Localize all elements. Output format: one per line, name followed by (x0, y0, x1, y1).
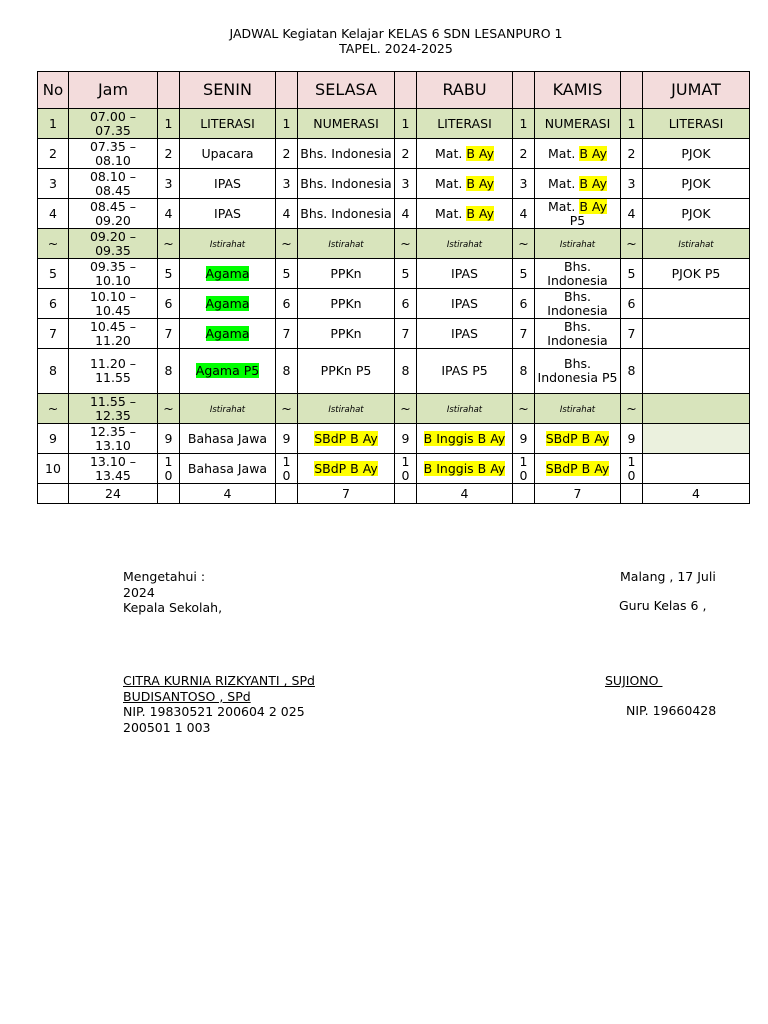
time-slot (69, 349, 158, 394)
period-number: 8 (621, 349, 643, 394)
subject-cell (535, 199, 621, 229)
period-number: ~ (621, 394, 643, 424)
subject-name: LITERASI (437, 115, 492, 131)
time-slot-line: 12.35 (95, 407, 131, 423)
subject-cell (535, 424, 621, 454)
document-title (0, 26, 768, 56)
table-row (38, 229, 750, 259)
time-slot-line: 08.45 (95, 182, 131, 198)
period-number: 7 (395, 319, 417, 349)
table-row (38, 259, 750, 289)
header-no: No (38, 72, 69, 109)
year-label: 2024 (123, 584, 155, 600)
period-number: 1 (513, 109, 535, 139)
period-number: ~ (158, 394, 180, 424)
time-slot (69, 229, 158, 259)
teacher-nip: NIP. 19660428 (626, 703, 717, 718)
period-number: 1 (158, 109, 180, 139)
subject-cell (643, 454, 750, 484)
period-number: 5 (621, 259, 643, 289)
time-slot-line: 08.10 – (89, 168, 136, 184)
subject-cell (643, 319, 750, 349)
period-number: 1 0 (158, 454, 180, 484)
subject-name: Bhs. Indonesia P5 (537, 356, 618, 385)
teacher-name-block (605, 673, 662, 689)
highlighted-subject: SBdP B Ay (314, 460, 378, 476)
time-slot-line: 08.45 – (89, 198, 136, 214)
period-number: 3 (395, 169, 417, 199)
subject-name: IPAS (451, 265, 478, 281)
period-number: 2 (276, 139, 298, 169)
left-signature-block (123, 569, 222, 616)
subject-name: PPKn (330, 295, 362, 311)
highlighted-subject: Agama P5 (195, 363, 260, 378)
period-number: 4 (276, 199, 298, 229)
highlighted-subject: SBdP B Ay (545, 430, 610, 446)
header-day: SENIN (180, 72, 276, 109)
subject-cell (535, 109, 621, 139)
break-label: Istirahat (678, 239, 714, 250)
period-number: 9 (621, 424, 643, 454)
teacher-title-block (619, 598, 706, 614)
subject-cell (180, 169, 276, 199)
subject-cell (643, 139, 750, 169)
right-date-block (620, 569, 716, 585)
subject-cell (180, 289, 276, 319)
subject-cell (643, 199, 750, 229)
subject-cell (535, 349, 621, 394)
row-number: 8 (38, 349, 69, 394)
highlighted-subject: B Ay (466, 205, 494, 221)
subject-name: Mat. (548, 145, 580, 161)
subject-cell (180, 319, 276, 349)
period-number: 8 (513, 349, 535, 394)
header-day: KAMIS (535, 72, 621, 109)
header-day: RABU (417, 72, 513, 109)
subject-cell (298, 424, 395, 454)
time-slot (69, 109, 158, 139)
period-number: 9 (395, 424, 417, 454)
time-slot-line: 11.55 – (89, 393, 136, 409)
header-spacer (276, 72, 298, 109)
period-number: 4 (395, 199, 417, 229)
subject-cell (298, 319, 395, 349)
teacher-title: Guru Kelas 6 , (619, 598, 707, 613)
principal-nip-line-1: NIP. 19830521 200604 2 025 (123, 704, 305, 719)
period-number: ~ (621, 229, 643, 259)
subject-name: Bhs. Indonesia (547, 258, 608, 288)
subject-cell (180, 199, 276, 229)
total-value: 7 (535, 484, 621, 504)
period-number: ~ (395, 229, 417, 259)
time-slot-line: 10.10 – (89, 288, 136, 304)
time-slot-line: 13.45 (95, 467, 131, 483)
total-value: 4 (180, 484, 276, 504)
subject-cell (298, 139, 395, 169)
table-row (38, 319, 750, 349)
subject-name: IPAS P5 (441, 363, 488, 378)
subject-cell (180, 349, 276, 394)
acknowledged-label: Mengetahui : (123, 569, 206, 584)
subject-name: Mat. (435, 205, 467, 221)
time-slot-line: 13.10 (95, 437, 131, 453)
title-line-1: JADWAL Kegiatan Kelajar KELAS 6 SDN LESANPURO 1 (229, 26, 563, 41)
highlighted-subject: Agama (205, 325, 250, 341)
total-value: 24 (69, 484, 158, 504)
subject-cell (180, 109, 276, 139)
totals-row (38, 484, 750, 504)
subject-cell (298, 229, 395, 259)
subject-cell (180, 259, 276, 289)
period-number: 7 (621, 319, 643, 349)
principal-name-line-2: BUDISANTOSO , SPd (123, 688, 251, 704)
subject-name: IPAS (214, 205, 241, 221)
subject-name: PPKn (330, 325, 362, 341)
row-number: 6 (38, 289, 69, 319)
place-date: Malang , 17 Juli (620, 569, 716, 584)
table-row (38, 394, 750, 424)
total-value: 4 (417, 484, 513, 504)
subject-name: Bahasa Jawa (187, 460, 268, 476)
subject-cell (180, 394, 276, 424)
header-spacer (513, 72, 535, 109)
period-number: 8 (395, 349, 417, 394)
subject-name: NUMERASI (313, 115, 379, 131)
period-number: ~ (276, 229, 298, 259)
time-slot (69, 169, 158, 199)
period-number: 9 (513, 424, 535, 454)
period-number: 7 (276, 319, 298, 349)
period-number: ~ (158, 229, 180, 259)
subject-suffix: P5 (569, 212, 586, 228)
time-slot (69, 259, 158, 289)
subject-cell (643, 229, 750, 259)
subject-name: Bhs. Indonesia (300, 145, 392, 161)
subject-name: NUMERASI (544, 115, 611, 131)
time-slot-line: 11.20 (95, 332, 131, 348)
time-slot-line: 10.10 (95, 272, 131, 288)
period-number: 9 (276, 424, 298, 454)
subject-cell (643, 394, 750, 424)
period-number: 9 (158, 424, 180, 454)
totals-spacer (38, 484, 69, 504)
table-row (38, 169, 750, 199)
time-slot-line: 10.45 (95, 302, 131, 318)
subject-name: PJOK (681, 175, 711, 191)
period-number: 6 (395, 289, 417, 319)
table-row (38, 139, 750, 169)
subject-cell (417, 199, 513, 229)
subject-name: Bhs. Indonesia (547, 288, 608, 318)
period-number: 2 (513, 139, 535, 169)
period-number: ~ (513, 229, 535, 259)
time-slot-line: 09.35 (95, 242, 131, 258)
subject-name: IPAS (451, 295, 478, 311)
subject-cell (643, 424, 750, 454)
period-number: 1 (276, 109, 298, 139)
header-jam: Jam (69, 72, 158, 109)
principal-name-block (123, 673, 315, 735)
period-number: 1 (621, 109, 643, 139)
row-number: ~ (38, 394, 69, 424)
time-slot-line: 08.10 (95, 152, 131, 168)
table-row (38, 424, 750, 454)
subject-name: PPKn P5 (320, 363, 372, 378)
time-slot-line: 07.35 – (89, 138, 136, 154)
time-slot (69, 139, 158, 169)
subject-cell (417, 139, 513, 169)
subject-cell (535, 229, 621, 259)
period-number: 8 (158, 349, 180, 394)
period-number: 1 (395, 109, 417, 139)
header-day: SELASA (298, 72, 395, 109)
subject-name: IPAS (214, 175, 241, 191)
subject-cell (535, 139, 621, 169)
period-number: 1 0 (395, 454, 417, 484)
time-slot (69, 289, 158, 319)
row-number: 1 (38, 109, 69, 139)
row-number: ~ (38, 229, 69, 259)
table-row (38, 109, 750, 139)
period-number: 7 (513, 319, 535, 349)
period-number: 5 (158, 259, 180, 289)
time-slot-line: 11.55 (95, 370, 131, 385)
time-slot (69, 454, 158, 484)
highlighted-subject: Agama (205, 265, 250, 281)
subject-name: Bhs. Indonesia (300, 205, 392, 221)
period-number: 3 (513, 169, 535, 199)
subject-cell (298, 289, 395, 319)
time-slot-line: 07.35 (95, 122, 131, 138)
subject-name: Mat. (435, 175, 467, 191)
subject-cell (535, 454, 621, 484)
period-number: 6 (621, 289, 643, 319)
highlighted-subject: B Inggis B Ay (423, 430, 506, 446)
subject-name: Bahasa Jawa (187, 430, 268, 446)
period-number: 6 (276, 289, 298, 319)
header-spacer (158, 72, 180, 109)
time-slot (69, 319, 158, 349)
subject-name: Mat. (435, 145, 467, 161)
teacher-name: SUJIONO (605, 673, 663, 688)
subject-cell (417, 229, 513, 259)
row-number: 3 (38, 169, 69, 199)
highlighted-subject: SBdP B Ay (314, 430, 378, 446)
subject-cell (535, 394, 621, 424)
subject-cell (643, 259, 750, 289)
table-row (38, 454, 750, 484)
schedule-table (37, 71, 750, 504)
subject-cell (298, 454, 395, 484)
time-slot (69, 394, 158, 424)
period-number: 5 (276, 259, 298, 289)
period-number: ~ (513, 394, 535, 424)
header-spacer (621, 72, 643, 109)
subject-name: LITERASI (668, 115, 724, 131)
subject-cell (535, 259, 621, 289)
time-slot (69, 424, 158, 454)
break-label: Istirahat (209, 239, 246, 250)
table-header-row (38, 72, 750, 109)
time-slot-line: 13.10 – (89, 453, 136, 469)
table-row (38, 349, 750, 394)
subject-cell (535, 169, 621, 199)
subject-name: PPKn (330, 265, 362, 281)
subject-cell (298, 169, 395, 199)
period-number: 1 0 (513, 454, 535, 484)
row-number: 2 (38, 139, 69, 169)
subject-name: Upacara (201, 145, 254, 161)
table-row (38, 199, 750, 229)
subject-cell (417, 289, 513, 319)
period-number: ~ (395, 394, 417, 424)
subject-cell (417, 454, 513, 484)
row-number: 5 (38, 259, 69, 289)
period-number: 5 (395, 259, 417, 289)
totals-spacer (158, 484, 180, 504)
total-value: 7 (298, 484, 395, 504)
period-number: 8 (276, 349, 298, 394)
totals-spacer (621, 484, 643, 504)
subject-name: Mat. (548, 175, 580, 191)
break-label: Istirahat (209, 404, 246, 415)
subject-name: PJOK (681, 205, 711, 221)
period-number: 6 (513, 289, 535, 319)
break-label: Istirahat (559, 239, 596, 250)
break-label: Istirahat (446, 239, 483, 250)
row-number: 10 (38, 454, 69, 484)
table-row (38, 289, 750, 319)
subject-cell (417, 109, 513, 139)
period-number: 2 (621, 139, 643, 169)
period-number: 1 0 (621, 454, 643, 484)
subject-cell (643, 169, 750, 199)
highlighted-subject: SBdP B Ay (545, 460, 610, 476)
subject-cell (643, 109, 750, 139)
subject-cell (298, 259, 395, 289)
header-day: JUMAT (643, 72, 750, 109)
principal-name-line-1: CITRA KURNIA RIZKYANTI , SPd (123, 673, 315, 688)
teacher-nip-block (626, 703, 716, 719)
subject-cell (643, 289, 750, 319)
period-number: 4 (158, 199, 180, 229)
subject-name: LITERASI (200, 115, 255, 131)
period-number: 1 0 (276, 454, 298, 484)
time-slot-line: 11.20 – (89, 356, 136, 371)
period-number: 3 (621, 169, 643, 199)
period-number: 4 (513, 199, 535, 229)
period-number: 2 (395, 139, 417, 169)
subject-name: IPAS (451, 325, 478, 341)
subject-cell (643, 349, 750, 394)
time-slot (69, 199, 158, 229)
subject-cell (535, 319, 621, 349)
principal-title: Kepala Sekolah, (123, 600, 223, 615)
subject-cell (180, 454, 276, 484)
subject-cell (417, 424, 513, 454)
subject-name: Bhs. Indonesia (547, 318, 608, 348)
period-number: 4 (621, 199, 643, 229)
period-number: 6 (158, 289, 180, 319)
subject-cell (298, 349, 395, 394)
break-label: Istirahat (328, 239, 364, 250)
highlighted-subject: B Ay (579, 198, 607, 214)
row-number: 9 (38, 424, 69, 454)
break-label: Istirahat (328, 404, 364, 415)
totals-spacer (513, 484, 535, 504)
totals-spacer (395, 484, 417, 504)
row-number: 7 (38, 319, 69, 349)
period-number: 5 (513, 259, 535, 289)
highlighted-subject: B Ay (466, 145, 494, 161)
time-slot-line: 12.35 – (89, 423, 136, 439)
subject-name: PJOK P5 (671, 265, 721, 281)
subject-cell (417, 169, 513, 199)
subject-cell (417, 259, 513, 289)
subject-cell (180, 424, 276, 454)
time-slot-line: 09.20 (95, 212, 131, 228)
period-number: ~ (276, 394, 298, 424)
subject-name: Bhs. Indonesia (300, 175, 392, 191)
principal-nip-line-2: 200501 1 003 (123, 719, 211, 735)
highlighted-subject: Agama (205, 295, 250, 311)
time-slot-line: 09.20 – (89, 228, 136, 244)
title-line-2: TAPEL. 2024-2025 (339, 41, 453, 56)
highlighted-subject: B Ay (579, 175, 607, 191)
highlighted-subject: B Ay (466, 175, 494, 191)
subject-cell (417, 394, 513, 424)
subject-name: Mat. (548, 198, 580, 214)
subject-cell (417, 349, 513, 394)
highlighted-subject: B Inggis B Ay (423, 460, 506, 476)
subject-name: PJOK (681, 145, 711, 161)
time-slot-line: 09.35 – (89, 258, 136, 274)
period-number: 7 (158, 319, 180, 349)
time-slot-line: 10.45 – (89, 318, 136, 334)
period-number: 3 (276, 169, 298, 199)
totals-spacer (276, 484, 298, 504)
highlighted-subject: B Ay (579, 145, 607, 161)
subject-cell (417, 319, 513, 349)
break-label: Istirahat (559, 404, 596, 415)
subject-cell (180, 229, 276, 259)
total-value: 4 (643, 484, 750, 504)
subject-cell (180, 139, 276, 169)
row-number: 4 (38, 199, 69, 229)
subject-cell (298, 109, 395, 139)
subject-cell (535, 289, 621, 319)
break-label: Istirahat (446, 404, 483, 415)
period-number: 2 (158, 139, 180, 169)
header-spacer (395, 72, 417, 109)
period-number: 3 (158, 169, 180, 199)
subject-cell (298, 199, 395, 229)
time-slot-line: 07.00 – (89, 108, 136, 124)
subject-cell (298, 394, 395, 424)
